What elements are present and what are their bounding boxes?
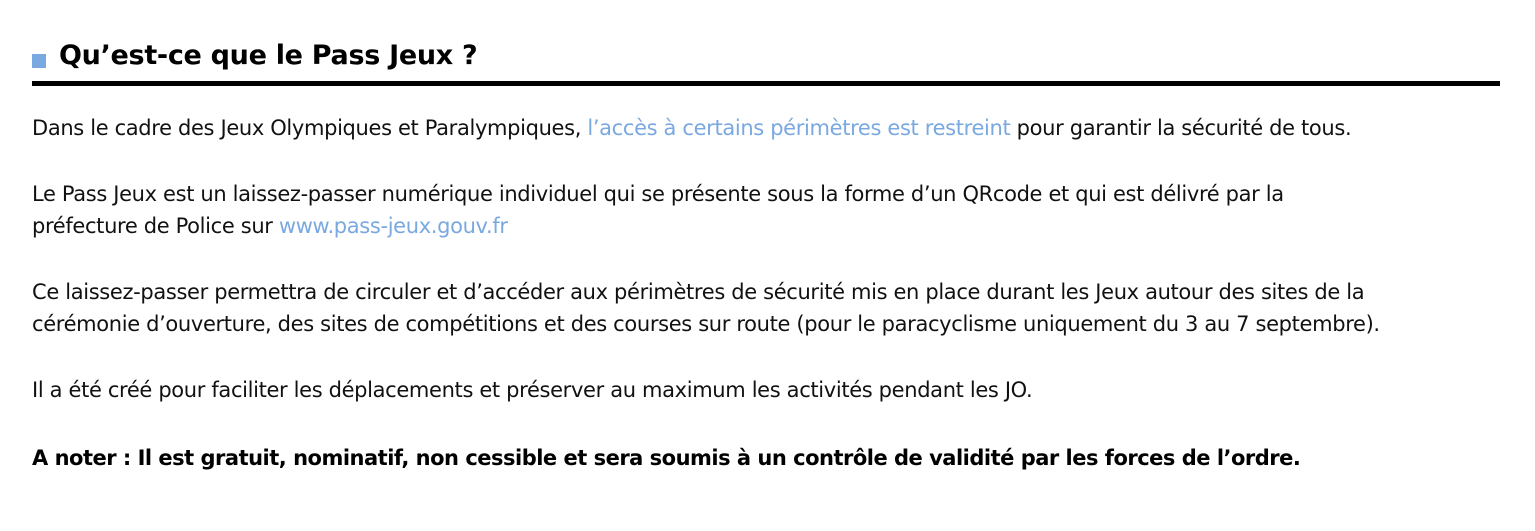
section-heading: [32, 36, 1500, 86]
paragraph-definition: [32, 178, 1284, 242]
paragraph-context: [32, 112, 1351, 144]
paragraph-text: pour garantir la sécurité de tous.: [1010, 116, 1352, 140]
restricted-perimeters-link[interactable]: l’accès à certains périmètres est restreint: [587, 116, 1011, 140]
paragraph-purpose: Il a été créé pour faciliter les déplacements et préserver au maximum les activités pendant les JO.: [32, 378, 1033, 402]
section-title: Qu’est-ce que le Pass Jeux ?: [59, 40, 478, 71]
paragraph-line: Le Pass Jeux est un laissez-passer numérique individuel qui se présente sous la forme d’un QRcode et qui est délivré par la: [32, 182, 1284, 206]
paragraph-line: cérémonie d’ouverture, des sites de compétitions et des courses sur route (pour le paracyclisme uniquement du 3 au 7 septembre).: [32, 312, 1380, 336]
paragraph-usage: [32, 276, 1380, 340]
paragraph-line: Ce laissez-passer permettra de circuler et d’accéder aux périmètres de sécurité mis en place durant les Jeux autour des sites de la: [32, 280, 1365, 304]
pass-jeux-website-link[interactable]: www.pass-jeux.gouv.fr: [278, 214, 508, 238]
paragraph-note: A noter : Il est gratuit, nominatif, non cessible et sera soumis à un contrôle de validité par les forces de l’ordre.: [32, 446, 1301, 470]
paragraph-line: préfecture de Police sur: [32, 214, 279, 238]
square-bullet-icon: [32, 54, 46, 68]
paragraph-text: Dans le cadre des Jeux Olympiques et Paralympiques,: [32, 116, 588, 140]
